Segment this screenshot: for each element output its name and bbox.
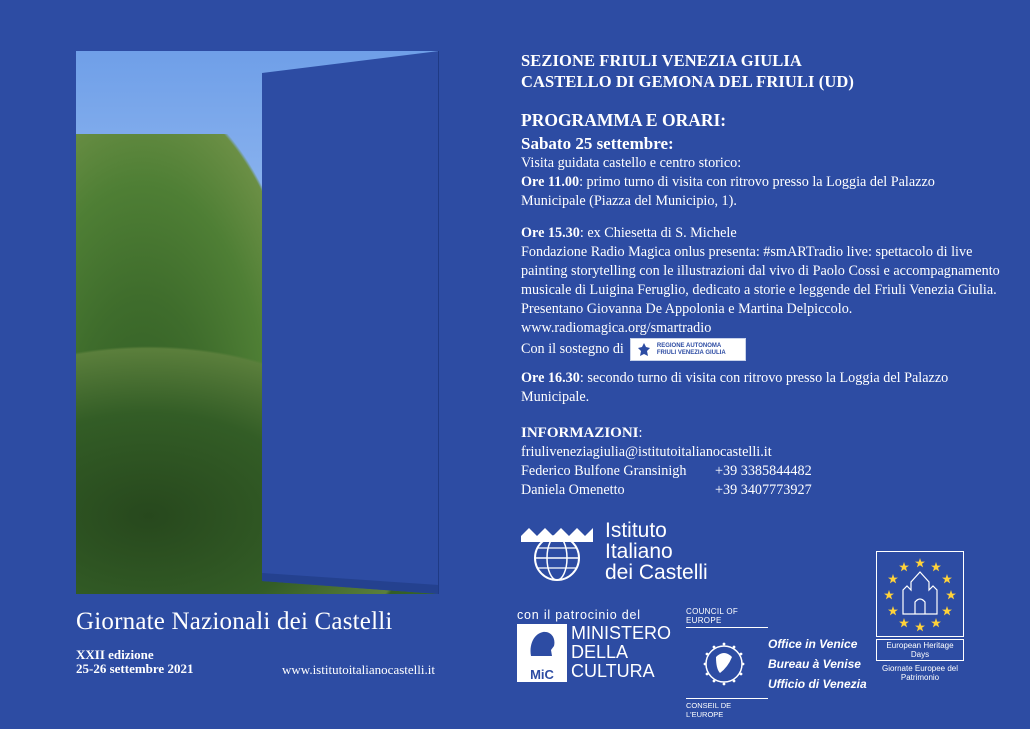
contact-name: Federico Bulfone Gransinigh xyxy=(521,463,687,479)
contact-phone: +39 3407773927 xyxy=(715,482,812,498)
slot-2-time: Ore 15.30 xyxy=(521,225,580,241)
program-intro: Visita guidata castello e centro storico: xyxy=(521,155,742,171)
program-slot-1 xyxy=(521,173,1001,211)
coe-office-en: Office in Venice xyxy=(768,637,858,651)
contact-phone: +39 3385844482 xyxy=(715,463,812,479)
contact-name: Daniela Omenetto xyxy=(521,482,625,498)
slot-2-text: : ex Chiesetta di S. Michele xyxy=(579,225,737,241)
iic-line3: dei Castelli xyxy=(605,560,708,584)
head-icon xyxy=(525,628,559,660)
mic-logo xyxy=(517,608,671,682)
slot-1-text: : primo turno di visita con ritrovo presso la Loggia del Palazzo Municipale (Piazza del Municipio, 1). xyxy=(521,174,935,209)
iic-line2: Italiano xyxy=(605,539,673,563)
iic-line1: Istituto xyxy=(605,518,667,542)
castle-name: CASTELLO DI GEMONA DEL FRIULI (UD) xyxy=(521,72,854,91)
contact-row xyxy=(521,481,1001,500)
website-link[interactable]: www.istitutoitalianocastelli.it xyxy=(282,662,435,677)
mic-badge: MiC xyxy=(517,624,567,682)
edition-number: XXII edizione xyxy=(76,647,154,662)
program-slot-3 xyxy=(521,369,1001,407)
section-name: SEZIONE FRIULI VENEZIA GIULIA xyxy=(521,51,802,70)
iic-logo xyxy=(517,518,708,584)
info-email[interactable]: friuliveneziagiulia@istitutoitalianocastelli.it xyxy=(521,444,772,460)
info-heading: INFORMAZIONI: xyxy=(521,425,643,441)
heritage-stars-icon xyxy=(877,552,963,636)
castle-globe-icon xyxy=(517,518,597,584)
section-header xyxy=(521,50,854,92)
coe-office-fr: Bureau à Venise xyxy=(768,657,861,671)
ehd-subtitle: Giornate Europee del Patrimonio xyxy=(881,664,959,682)
edition-info xyxy=(76,648,193,676)
slot-2-description: Fondazione Radio Magica onlus presenta: #smARTradio live: spettacolo di live painting storytelling con le illustrazioni dal vivo di Paolo Cossi e accompagnamento musicale di Luigina Feruglio, dedicato a storie e leggende del Friuli Venezia Giulia. Presentano Giovanna De Appolonia e Martina Delpiccolo. www.radiomagica.org/smartradio xyxy=(521,244,1000,336)
regione-fvg-logo xyxy=(630,338,746,361)
coe-bottom-label: CONSEIL DE L'EUROPE xyxy=(686,698,768,719)
support-label: Con il sostegno di xyxy=(521,341,624,357)
fvg-logo-line1: REGIONE AUTONOMA xyxy=(656,342,722,349)
fvg-logo-line2: FRIULI VENEZIA GIULIA xyxy=(656,349,726,356)
eagle-icon xyxy=(637,342,651,358)
european-heritage-days-logo xyxy=(876,551,964,682)
program-slot-2 xyxy=(521,224,1001,243)
mic-word2: DELLA xyxy=(571,642,629,662)
slot-3-text: : secondo turno di visita con ritrovo presso la Loggia del Palazzo Municipale. xyxy=(521,370,949,405)
slot-1-time: Ore 11.00 xyxy=(521,174,580,190)
program-day: Sabato 25 settembre: xyxy=(521,134,674,153)
event-title: Giornate Nazionali dei Castelli xyxy=(76,608,393,635)
program-heading: PROGRAMMA E ORARI: xyxy=(521,110,727,130)
ehd-label: European Heritage Days xyxy=(876,639,964,661)
coe-office-it: Ufficio di Venezia xyxy=(768,677,867,691)
event-dates: 25-26 settembre 2021 xyxy=(76,661,194,676)
slot-3-time: Ore 16.30 xyxy=(521,370,580,386)
contact-row xyxy=(521,462,1001,481)
coe-emblem-icon xyxy=(686,639,762,689)
council-of-europe-logo xyxy=(686,607,867,719)
mic-word3: CULTURA xyxy=(571,661,655,681)
mic-patronage: con il patrocinio del xyxy=(517,608,641,622)
mic-word1: MINISTERO xyxy=(571,623,672,643)
program-body xyxy=(521,154,1001,500)
coe-top-label: COUNCIL OF EUROPE xyxy=(686,607,768,628)
open-door-shape xyxy=(262,51,439,594)
support-line xyxy=(521,338,1001,361)
